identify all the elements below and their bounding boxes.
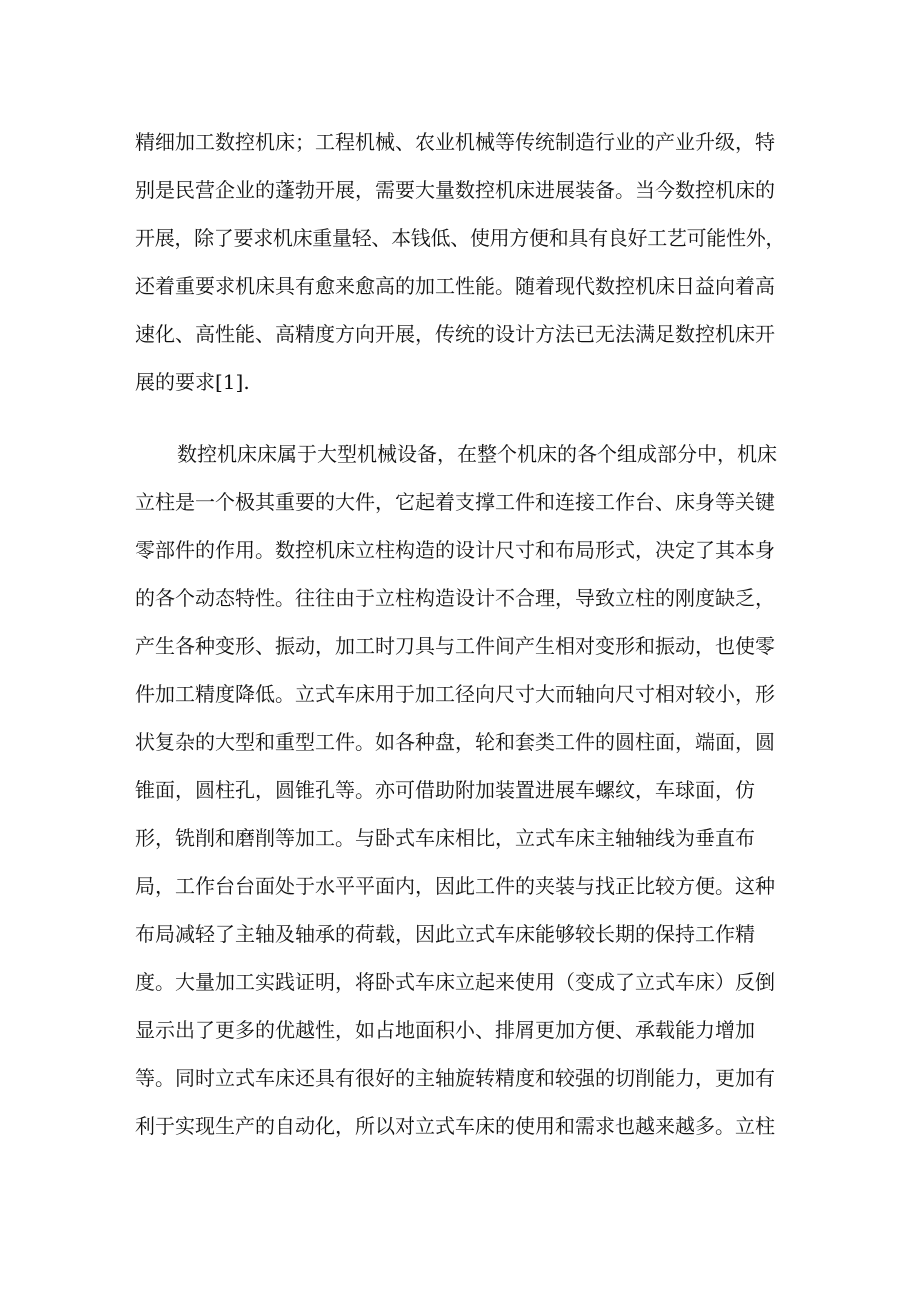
paragraph-line: 还着重要求机床具有愈来愈高的加工性能。随着现代数控机床日益向着高 — [135, 274, 775, 298]
paragraph-line: 速化、高性能、高精度方向开展，传统的设计方法已无法满足数控机床开 — [135, 322, 775, 346]
paragraph-line: 显示出了更多的优越性，如占地面积小、排屑更加方便、承载能力增加 — [135, 1018, 755, 1042]
paragraph-line: 零部件的作用。数控机床立柱构造的设计尺寸和布局形式，决定了其本身 — [135, 538, 775, 562]
paragraph-line: 展的要求[1]. — [135, 370, 250, 394]
paragraph-line: 开展，除了要求机床重量轻、本钱低、使用方便和具有良好工艺可能性外， — [135, 226, 786, 250]
paragraph-line: 精细加工数控机床；工程机械、农业机械等传统制造行业的产业升级，特 — [135, 130, 775, 154]
paragraph-line: 锥面，圆柱孔，圆锥孔等。亦可借助附加装置进展车螺纹，车球面，仿 — [135, 778, 755, 802]
paragraph-line: 状复杂的大型和重型工件。如各种盘，轮和套类工件的圆柱面，端面，圆 — [135, 730, 775, 754]
paragraph-line: 数控机床床属于大型机械设备，在整个机床的各个组成部分中，机床 — [177, 442, 777, 466]
paragraph-line: 等。同时立式车床还具有很好的主轴旋转精度和较强的切削能力，更加有 — [135, 1066, 775, 1090]
paragraph-line: 布局减轻了主轴及轴承的荷载，因此立式车床能够较长期的保持工作精 — [135, 922, 755, 946]
paragraph-line: 件加工精度降低。立式车床用于加工径向尺寸大而轴向尺寸相对较小，形 — [135, 682, 775, 706]
paragraph-line: 立柱是一个极其重要的大件，它起着支撑工件和连接工作台、床身等关键 — [135, 490, 775, 514]
paragraph-line: 产生各种变形、振动，加工时刀具与工件间产生相对变形和振动，也使零 — [135, 634, 775, 658]
paragraph-line: 度。大量加工实践证明，将卧式车床立起来使用（变成了立式车床）反倒 — [135, 970, 775, 994]
paragraph-line: 局，工作台台面处于水平平面内，因此工件的夹装与找正比较方便。这种 — [135, 874, 775, 898]
paragraph-line: 别是民营企业的蓬勃开展，需要大量数控机床进展装备。当今数控机床的 — [135, 178, 775, 202]
paragraph-line: 利于实现生产的自动化，所以对立式车床的使用和需求也越来越多。立柱 — [135, 1114, 775, 1138]
paragraph-line: 形，铣削和磨削等加工。与卧式车床相比，立式车床主轴轴线为垂直布 — [135, 826, 755, 850]
paragraph-line: 的各个动态特性。往往由于立柱构造设计不合理，导致立柱的刚度缺乏， — [135, 586, 775, 610]
